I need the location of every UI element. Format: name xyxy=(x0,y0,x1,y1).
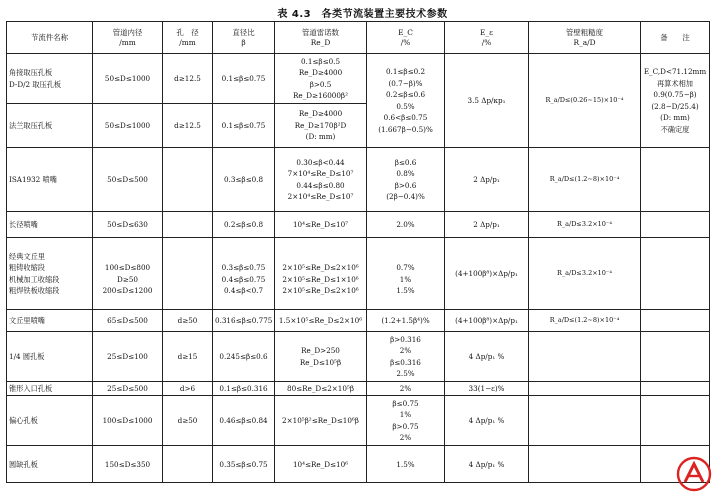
cell-name: 长径喷嘴 xyxy=(7,212,93,238)
publisher-logo-icon xyxy=(676,456,712,492)
cell-ec: (1.2+1.5β⁴)% xyxy=(367,310,445,332)
cell-re: Re_D≥4000 Re_D≥170β²D (D: mm) xyxy=(275,104,367,148)
cell-pipe: 50≤D≤1000 xyxy=(93,54,163,104)
table-row xyxy=(7,148,710,212)
col-header-ec: E_C /% xyxy=(367,22,445,54)
cell-note xyxy=(641,382,710,396)
cell-hole: d≥12.5 xyxy=(163,104,213,148)
cell-ee: 4 Δp/p₁ % xyxy=(445,332,529,382)
cell-ec: β>0.316 2% β≤0.316 2.5% xyxy=(367,332,445,382)
cell-ec: 1.5% xyxy=(367,446,445,483)
cell-note xyxy=(641,332,710,382)
cell-ee: (4+100β⁸)×Δp/p₁ xyxy=(445,238,529,310)
cell-roughness: R_a/D≤(0.26∼15)×10⁻⁴ xyxy=(529,54,641,148)
cell-ec: 0.7% 1% 1.5% xyxy=(367,238,445,310)
col-header-beta: 直径比 β xyxy=(213,22,275,54)
col-header-note: 备 注 xyxy=(641,22,710,54)
header-row xyxy=(7,22,710,54)
cell-ee: 33(1−ε)% xyxy=(445,382,529,396)
cell-note xyxy=(641,310,710,332)
cell-ec: β≤0.75 1% β>0.75 2% xyxy=(367,396,445,446)
cell-ee: 3.5 Δp/κp₁ xyxy=(445,54,529,148)
cell-pipe: 100≤D≤1000 xyxy=(93,396,163,446)
cell-name: 经典文丘里 粗铸收缩段 机械加工收缩段 粗焊铁板收缩段 xyxy=(7,238,93,310)
cell-hole xyxy=(163,148,213,212)
cell-note xyxy=(641,148,710,212)
col-header-ee: E_ε /% xyxy=(445,22,529,54)
cell-roughness: R_a/D≤3.2×10⁻⁴ xyxy=(529,212,641,238)
cell-pipe: 150≤D≤350 xyxy=(93,446,163,483)
col-header-pipe-d: 管道内径 /mm xyxy=(93,22,163,54)
cell-name: 偏心孔板 xyxy=(7,396,93,446)
cell-beta: 0.245≤β≤0.6 xyxy=(213,332,275,382)
table-row xyxy=(7,212,710,238)
table-row xyxy=(7,310,710,332)
cell-name: 圆缺孔板 xyxy=(7,446,93,483)
col-header-re: 管道雷诺数 Re_D xyxy=(275,22,367,54)
cell-re: Re_D>250 Re_D≤10⁵β xyxy=(275,332,367,382)
table-row xyxy=(7,54,710,104)
cell-hole xyxy=(163,212,213,238)
cell-roughness xyxy=(529,446,641,483)
cell-re: 80≤Re_D≤2×10⁵β xyxy=(275,382,367,396)
cell-note xyxy=(641,238,710,310)
cell-beta: 0.3≤β≤0.8 xyxy=(213,148,275,212)
cell-beta: 0.1≤β≤0.75 xyxy=(213,54,275,104)
table-row xyxy=(7,446,710,483)
cell-beta: 0.35≤β≤0.75 xyxy=(213,446,275,483)
cell-pipe: 50≤D≤630 xyxy=(93,212,163,238)
cell-name: 锥形入口孔板 xyxy=(7,382,93,396)
cell-name: 1/4 圆孔板 xyxy=(7,332,93,382)
cell-beta: 0.1≤β≤0.75 xyxy=(213,104,275,148)
cell-hole: d≥12.5 xyxy=(163,54,213,104)
cell-ec: β≤0.6 0.8% β>0.6 (2β−0.4)% xyxy=(367,148,445,212)
cell-name: ISA1932 喷嘴 xyxy=(7,148,93,212)
table-row xyxy=(7,238,710,310)
cell-roughness xyxy=(529,332,641,382)
cell-beta: 0.1≤β≤0.316 xyxy=(213,382,275,396)
cell-beta: 0.316≤β≤0.775 xyxy=(213,310,275,332)
cell-roughness: R_a/D≤(1.2∼8)×10⁻⁴ xyxy=(529,148,641,212)
cell-beta: 0.2≤β≤0.8 xyxy=(213,212,275,238)
cell-ee: 4 Δp/p₁ % xyxy=(445,446,529,483)
cell-ee: (4+100β⁸)×Δp/p₁ xyxy=(445,310,529,332)
table-row xyxy=(7,382,710,396)
cell-re: 10⁴≤Re_D≤10⁷ xyxy=(275,212,367,238)
cell-hole xyxy=(163,238,213,310)
cell-name: 文丘里喷嘴 xyxy=(7,310,93,332)
cell-roughness: R_a/D≤(1.2∼8)×10⁻⁴ xyxy=(529,310,641,332)
cell-ec: 2.0% xyxy=(367,212,445,238)
cell-pipe: 25≤D≤100 xyxy=(93,332,163,382)
cell-pipe: 50≤D≤1000 xyxy=(93,104,163,148)
cell-note: E_C,D<71.12mm 再算术相加 0.9(0.75−β) (2.8−D/25.4) (D: mm) 不确定度 xyxy=(641,54,710,148)
cell-re: 10⁴≤Re_D≤10⁶ xyxy=(275,446,367,483)
cell-ee: 2 Δp/p₁ xyxy=(445,212,529,238)
cell-pipe: 25≤D≤500 xyxy=(93,382,163,396)
cell-pipe: 100≤D≤800 D≥50 200≤D≤1200 xyxy=(93,238,163,310)
col-header-roughness: 管壁粗糙度 R_a/D xyxy=(529,22,641,54)
table-row xyxy=(7,396,710,446)
cell-re: 1.5×10⁵≤Re_D≤2×10⁶ xyxy=(275,310,367,332)
cell-roughness: R_a/D≤3.2×10⁻⁴ xyxy=(529,238,641,310)
cell-re: 0.1≤β≤0.5 Re_D≥4000 β>0.5 Re_D≥16000β² xyxy=(275,54,367,104)
cell-name: 法兰取压孔板 xyxy=(7,104,93,148)
table-row xyxy=(7,332,710,382)
cell-re: 2×10⁵≤Re_D≤2×10⁶ 2×10⁵≤Re_D≤1×10⁶ 2×10⁵≤Re_D≤2×10⁶ xyxy=(275,238,367,310)
col-header-hole: 孔 径 /mm xyxy=(163,22,213,54)
cell-name: 角接取压孔板 D-D/2 取压孔板 xyxy=(7,54,93,104)
cell-beta: 0.46≤β≤0.84 xyxy=(213,396,275,446)
cell-re: 0.30≤β<0.44 7×10⁴≤Re_D≤10⁷ 0.44≤β≤0.80 2×10⁴≤Re_D≤10⁷ xyxy=(275,148,367,212)
cell-note xyxy=(641,212,710,238)
cell-hole: d>6 xyxy=(163,382,213,396)
cell-hole: d≥15 xyxy=(163,332,213,382)
cell-re: 2×10⁵β²≤Re_D≤10⁶β xyxy=(275,396,367,446)
cell-ec: 2% xyxy=(367,382,445,396)
cell-pipe: 50≤D≤500 xyxy=(93,148,163,212)
cell-ec: 0.1≤β≤0.2 (0.7−β)% 0.2≤β≤0.6 0.5% 0.6<β≤0.75 (1.667β−0.5)% xyxy=(367,54,445,148)
technical-parameters-table xyxy=(6,21,710,483)
cell-ee: 2 Δp/p₁ xyxy=(445,148,529,212)
cell-beta: 0.3≤β≤0.75 0.4≤β≤0.75 0.4≤β<0.7 xyxy=(213,238,275,310)
table-title: 表 4.3 各类节流装置主要技术参数 xyxy=(277,9,448,20)
cell-ee: 4 Δp/p₁ % xyxy=(445,396,529,446)
cell-hole: d≥50 xyxy=(163,310,213,332)
cell-roughness xyxy=(529,382,641,396)
col-header-name: 节流件名称 xyxy=(7,22,93,54)
cell-hole xyxy=(163,446,213,483)
cell-roughness xyxy=(529,396,641,446)
cell-hole: d≥50 xyxy=(163,396,213,446)
cell-pipe: 65≤D≤500 xyxy=(93,310,163,332)
cell-note xyxy=(641,396,710,446)
